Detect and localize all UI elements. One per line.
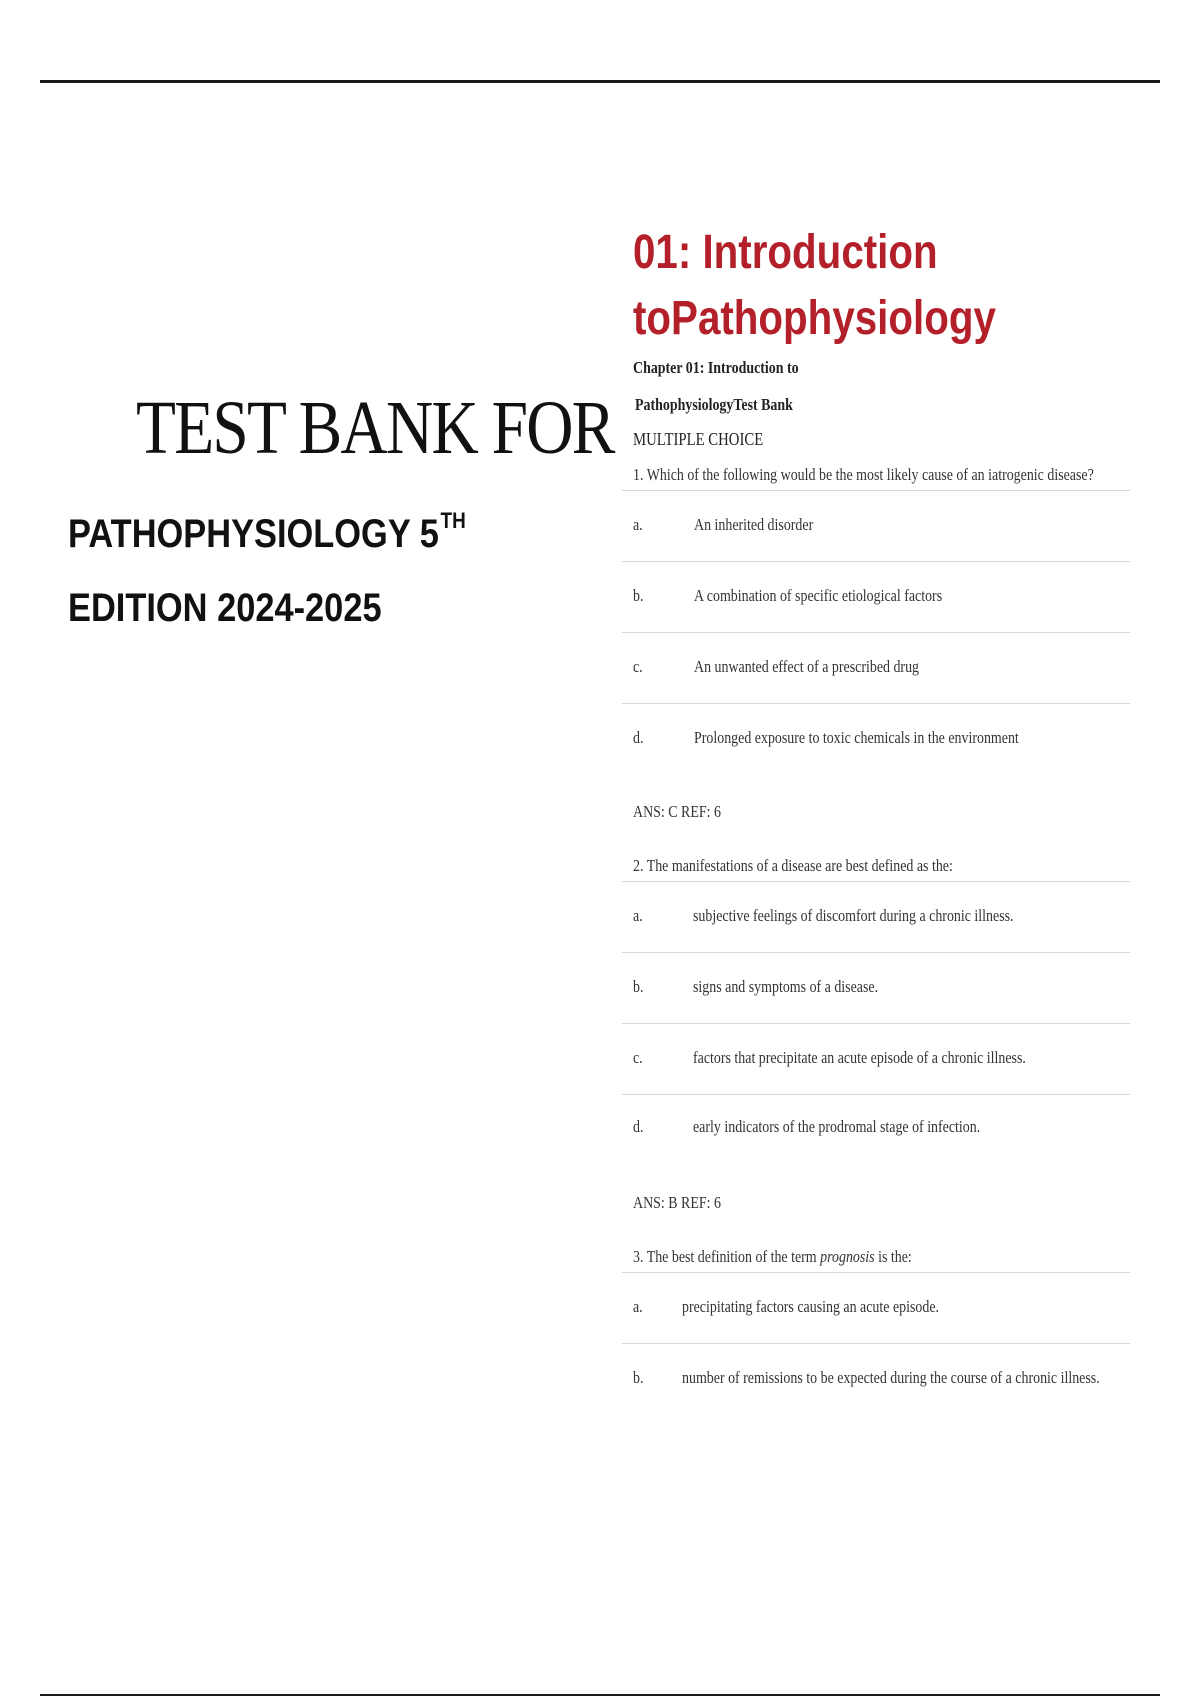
option-text: factors that precipitate an acute episode of a chronic illness. — [693, 1048, 1026, 1067]
option-letter: b. — [633, 977, 644, 996]
cover-subtitle-line1 — [68, 508, 466, 557]
cover-subtitle-superscript: TH — [440, 508, 466, 533]
question-stem-prefix: 3. The best definition of the term — [633, 1247, 821, 1266]
option-text: Prolonged exposure to toxic chemicals in the environment — [694, 728, 1019, 747]
option-divider — [622, 1094, 1130, 1095]
option-text: number of remissions to be expected during the course of a chronic illness. — [682, 1368, 1100, 1387]
option-letter: a. — [633, 1297, 643, 1316]
cover-title: TEST BANK FOR — [136, 386, 614, 470]
option-text: An inherited disorder — [694, 515, 814, 534]
cover-subtitle-line2: EDITION 2024-2025 — [68, 586, 382, 630]
option-divider — [622, 1343, 1130, 1344]
option-letter: c. — [633, 1048, 643, 1067]
chapter-heading-line2: toPathophysiology — [633, 292, 996, 345]
section-heading: MULTIPLE CHOICE — [633, 429, 764, 449]
question-stem: 1. Which of the following would be the most likely cause of an iatrogenic disease? — [633, 465, 1094, 484]
answer-key: ANS: C REF: 6 — [633, 802, 721, 821]
question-stem-term: prognosis — [820, 1247, 875, 1266]
option-divider — [622, 490, 1130, 491]
chapter-heading — [633, 220, 996, 352]
option-divider — [622, 561, 1130, 562]
bottom-rule — [40, 1694, 1160, 1696]
option-letter: d. — [633, 1117, 644, 1136]
option-text: signs and symptoms of a disease. — [693, 977, 879, 996]
option-text: subjective feelings of discomfort during a chronic illness. — [693, 906, 1014, 925]
option-letter: a. — [633, 515, 643, 534]
question-stem: 2. The manifestations of a disease are best defined as the: — [633, 856, 953, 875]
option-letter: d. — [633, 728, 644, 747]
chapter-heading-line1: 01: Introduction — [633, 226, 938, 279]
option-divider — [622, 952, 1130, 953]
option-text: precipitating factors causing an acute episode. — [682, 1297, 940, 1316]
option-letter: c. — [633, 657, 643, 676]
option-text: An unwanted effect of a prescribed drug — [694, 657, 920, 676]
option-text: A combination of specific etiological factors — [694, 586, 943, 605]
chapter-label-line2: PathophysiologyTest Bank — [635, 395, 793, 414]
option-divider — [622, 703, 1130, 704]
cover-subtitle-text: PATHOPHYSIOLOGY 5 — [68, 512, 439, 556]
option-letter: b. — [633, 586, 644, 605]
question-stem-suffix: is the: — [874, 1247, 912, 1266]
option-divider — [622, 1023, 1130, 1024]
chapter-label-line1: Chapter 01: Introduction to — [633, 358, 799, 377]
answer-key: ANS: B REF: 6 — [633, 1193, 721, 1212]
option-divider — [622, 1272, 1130, 1273]
option-letter: a. — [633, 906, 643, 925]
option-divider — [622, 881, 1130, 882]
option-letter: b. — [633, 1368, 644, 1387]
option-divider — [622, 632, 1130, 633]
top-rule — [40, 80, 1160, 83]
option-text: early indicators of the prodromal stage of infection. — [693, 1117, 981, 1136]
question-stem — [633, 1247, 912, 1267]
